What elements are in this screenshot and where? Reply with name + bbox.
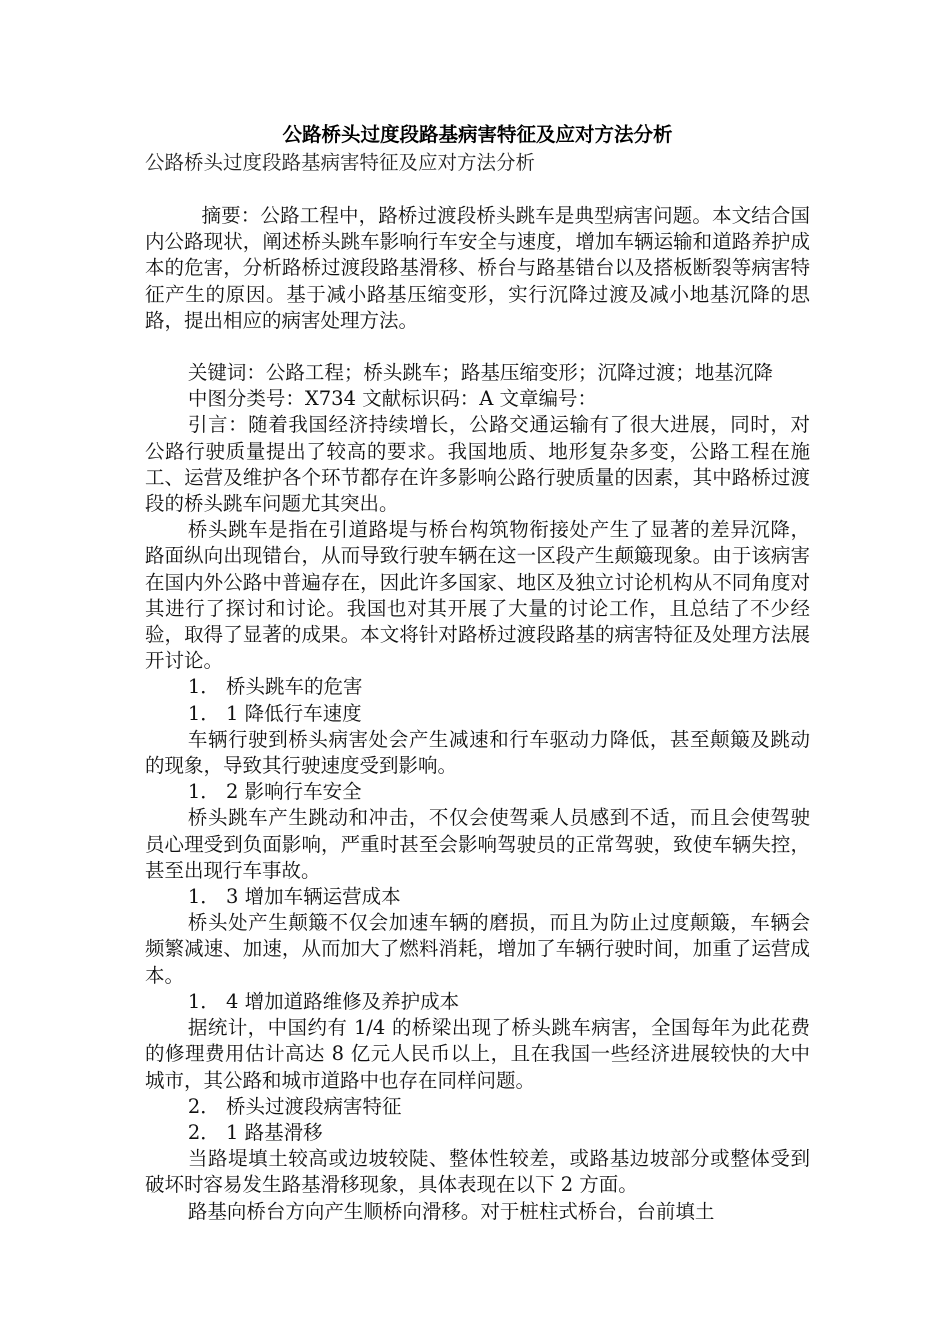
document-subtitle: 公路桥头过度段路基病害特征及应对方法分析 [145, 151, 536, 174]
subsection-heading: 1． 1 降低行车速度 [187, 701, 362, 725]
section-heading: 1． 桥头跳车的危害 [187, 675, 363, 699]
body-paragraph: 桥头处产生颠簸不仅会加速车辆的磨损，而且为防止过度颠簸，车辆会频繁减速、加速，从而加大了燃料消耗，增加了车辆行驶时间，加重了运营成本。 [145, 911, 810, 987]
spacer [145, 177, 810, 203]
document-title: 公路桥头过度段路基病害特征及应对方法分析 [282, 123, 673, 146]
body-paragraph: 路基向桥台方向产生顺桥向滑移。对于桩柱式桥台，台前填土 [187, 1199, 715, 1223]
subsection-heading: 2． 1 路基滑移 [187, 1120, 323, 1144]
spacer [145, 334, 810, 360]
body-paragraph: 车辆行驶到桥头病害处会产生减速和行车驱动力降低，甚至颠簸及跳动的现象，导致其行驶速度受到影响。 [145, 727, 810, 778]
subsection-heading: 1． 4 增加道路维修及养护成本 [187, 989, 460, 1013]
document-body [145, 121, 810, 1225]
intro-paragraph: 引言：随着我国经济持续增长，公路交通运输有了很大进展，同时，对公路行驶质量提出了较高的要求。我国地质、地形复杂多变，公路工程在施工、运营及维护各个环节都存在许多影响公路行驶质量的因素，其中路桥过渡段的桥头跳车问题尤其突出。 [145, 413, 810, 516]
keywords-paragraph: 关键词：公路工程；桥头跳车；路基压缩变形；沉降过渡；地基沉降 [187, 361, 773, 385]
classification-line: 中图分类号：X734 文献标识码：A 文章编号： [187, 387, 597, 411]
body-paragraph: 据统计，中国约有 1/4 的桥梁出现了桥头跳车病害，全国每年为此花费的修理费用估计高达 8 亿元人民币以上，且在我国一些经济进展较快的大中城市，其公路和城市道路中也存在同样问题。 [145, 1016, 810, 1092]
abstract-paragraph: 摘要：公路工程中，路桥过渡段桥头跳车是典型病害问题。本文结合国内公路现状，阐述桥头跳车影响行车安全与速度，增加车辆运输和道路养护成本的危害，分析路桥过渡段路基滑移、桥台与路基错台以及搭板断裂等病害特征产生的原因。基于减小路基压缩变形，实行沉降过渡及减小地基沉降的思路，提出相应的病害处理方法。 [145, 204, 810, 332]
subsection-heading: 1． 2 影响行车安全 [187, 780, 362, 804]
subsection-heading: 1． 3 增加车辆运营成本 [187, 885, 401, 909]
intro-paragraph: 桥头跳车是指在引道路堤与桥台构筑物衔接处产生了显著的差异沉降，路面纵向出现错台，从而导致行驶车辆在这一区段产生颠簸现象。由于该病害在国内外公路中普遍存在，因此许多国家、地区及独立讨论机构从不同角度对其进行了探讨和讨论。我国也对其开展了大量的讨论工作，且总结了不少经验，取得了显著的成果。本文将针对路桥过渡段路基的病害特征及处理方法展开讨论。 [145, 518, 810, 673]
body-paragraph: 桥头跳车产生跳动和冲击，不仅会使驾乘人员感到不适，而且会使驾驶员心理受到负面影响，严重时甚至会影响驾驶员的正常驾驶，致使车辆失控，甚至出现行车事故。 [145, 806, 810, 882]
body-paragraph: 当路堤填土较高或边坡较陡、整体性较差，或路基边坡部分或整体受到破坏时容易发生路基滑移现象，具体表现在以下 2 方面。 [145, 1147, 810, 1197]
section-heading: 2． 桥头过渡段病害特征 [187, 1094, 402, 1118]
